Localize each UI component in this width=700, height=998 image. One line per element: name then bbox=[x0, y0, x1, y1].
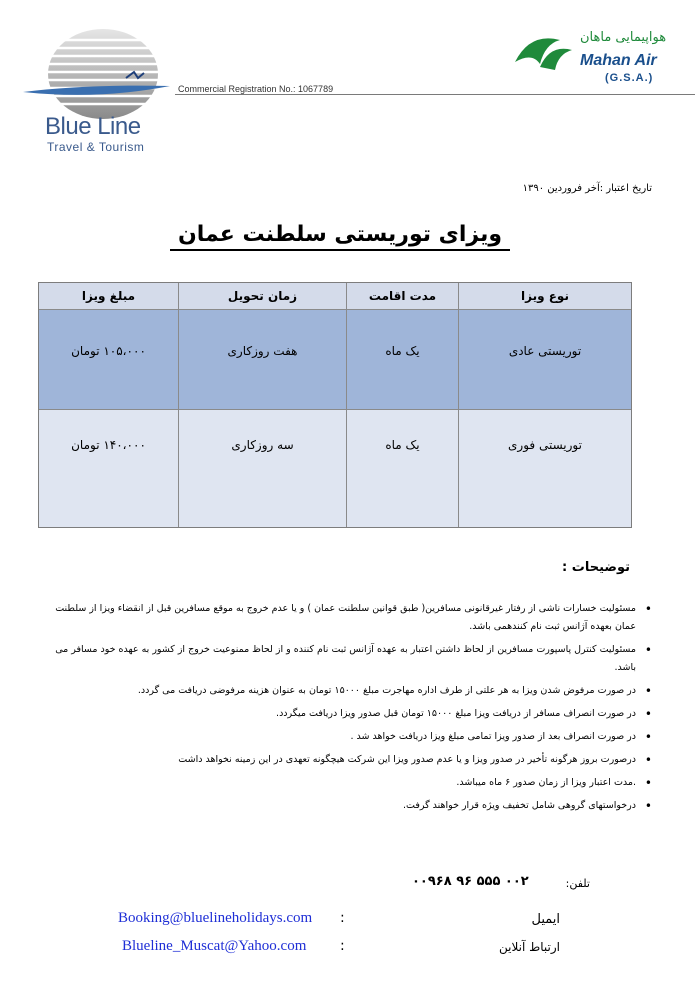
registration-number: Commercial Registration No.: 1067789 bbox=[178, 84, 334, 94]
email-link[interactable]: Booking@bluelineholidays.com bbox=[118, 910, 313, 926]
list-item: • مسئولیت خسارات ناشی از رفتار غیرقانونی مسافرین( طبق قوانین سلطنت عمان ) و یا عدم خروج به موقع مسافرین قبل از انقضاء ویزا از سلطنت عمان بعهده آژانس ثبت نام کنندهمی باشد. bbox=[52, 600, 652, 636]
cell-visa-fee: ۱۰۵،۰۰۰ تومان bbox=[39, 310, 179, 409]
cell-visa-type: توریستی عادی bbox=[508, 344, 582, 358]
email-separator: : bbox=[340, 910, 345, 926]
online-contact-label: ارتباط آنلاین bbox=[499, 940, 560, 954]
cell-delivery-time: هفت روزکاری bbox=[179, 310, 347, 409]
list-item: • در صورت انصراف مسافر از دریافت ویزا مبلغ ۱۵۰۰۰ تومان قبل صدور ویزا دریافت میگردد. bbox=[52, 705, 652, 723]
online-contact-link[interactable]: Blueline_Muscat@Yahoo.com bbox=[122, 938, 307, 954]
cell-stay-duration: یک ماه bbox=[347, 410, 459, 527]
table-row bbox=[39, 409, 631, 527]
table-row bbox=[39, 309, 631, 409]
list-item: • در صورت انصراف بعد از صدور ویزا تمامی مبلغ ویزا دریافت خواهد شد . bbox=[52, 728, 652, 746]
notes-title: توضیحات : bbox=[562, 560, 630, 575]
airline-gsa: (G.S.A.) bbox=[605, 72, 654, 84]
airline-name: Mahan Air bbox=[580, 52, 657, 69]
email-label: ایمیل bbox=[531, 912, 560, 927]
header-visa-fee: مبلغ ویزا bbox=[39, 283, 179, 309]
notes-list bbox=[52, 600, 652, 820]
airline-name-persian: هواپیمایی ماهان bbox=[580, 30, 667, 45]
header-stay-duration: مدت اقامت bbox=[347, 283, 459, 309]
cell-delivery-time: سه روزکاری bbox=[179, 410, 347, 527]
list-item: • در صورت مرفوض شدن ویزا به هر علتی از طرف اداره مهاجرت مبلغ ۱۵۰۰۰ تومان به عنوان هزینه مرفوضی دریافت می گردد. bbox=[52, 682, 652, 700]
validity-date: تاریخ اعتبار :آخر فروردین ۱۳۹۰ bbox=[522, 183, 652, 194]
list-item: • درصورت بروز هرگونه تأخیر در صدور ویزا و یا عدم صدور ویزا این شرکت هیچگونه تعهدی در این زمینه نخواهد داشت bbox=[52, 751, 652, 769]
phone-label: تلفن: bbox=[565, 877, 590, 890]
cell-visa-fee: ۱۴۰،۰۰۰ تومان bbox=[39, 410, 179, 527]
brand-subtitle: Travel & Tourism bbox=[47, 140, 145, 154]
list-item: • درخواستهای گروهی شامل تخفیف ویژه قرار خواهند گرفت. bbox=[52, 797, 652, 815]
page-title: ویزای توریستی سلطنت عمان bbox=[170, 222, 510, 251]
header-delivery-time: زمان تحویل bbox=[179, 283, 347, 309]
phone-number: ۰۰۹۶۸ ۹۶ ۵۵۵ ۰۰۲ bbox=[412, 874, 529, 889]
list-item: • .مدت اعتبار ویزا از زمان صدور ۶ ماه میباشد. bbox=[52, 774, 652, 792]
header-visa-type: نوع ویزا bbox=[459, 283, 631, 309]
online-separator: : bbox=[340, 938, 345, 954]
visa-table bbox=[38, 282, 632, 528]
cell-stay-duration: یک ماه bbox=[347, 310, 459, 409]
list-item: • مسئولیت کنترل پاسپورت مسافرین از لحاظ داشتن اعتبار به عهده آژانس ثبت نام کننده و از لحاظ ممنوعیت خروج از کشور به عهده خود مسافر می باشد. bbox=[52, 641, 652, 677]
cell-visa-type: توریستی فوری bbox=[508, 438, 582, 452]
brand-name: Blue Line bbox=[45, 113, 141, 140]
